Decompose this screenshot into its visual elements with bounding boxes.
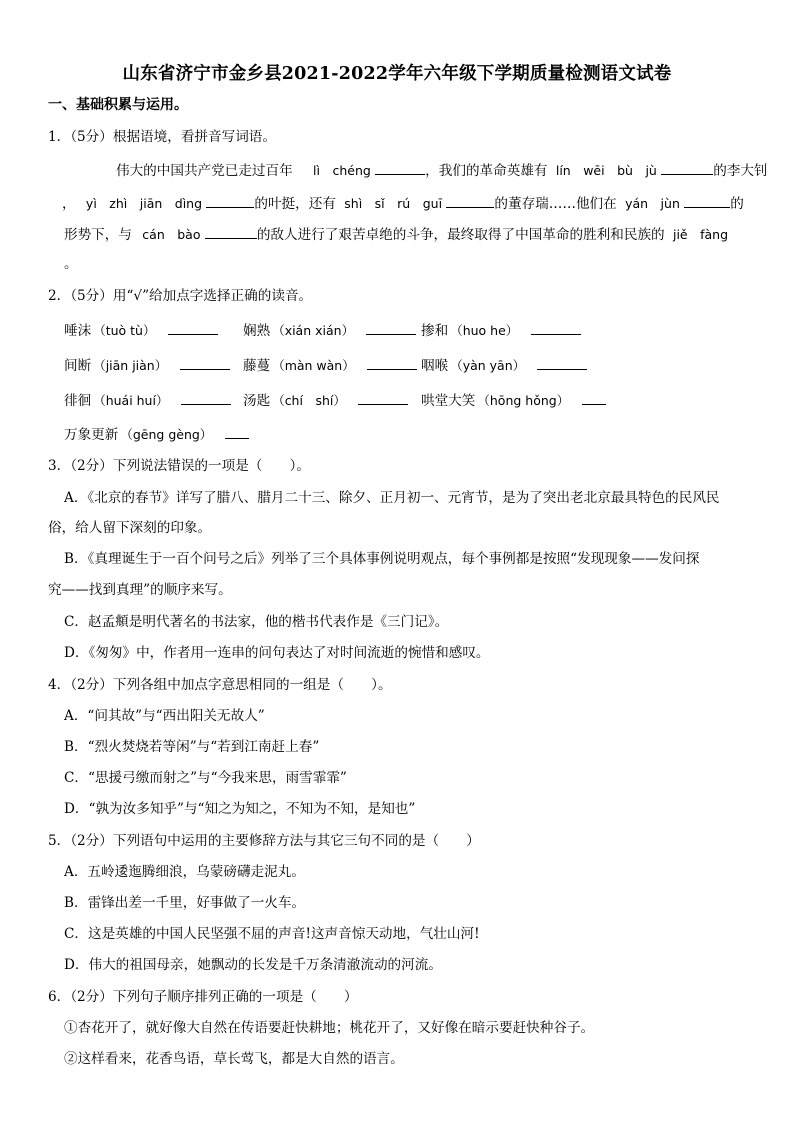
option-d: D．《匆匆》中，作者用一连串的问句表达了对时间流逝的惋惜和感叹。: [64, 645, 490, 661]
option-c: C．“思援弓缴而射之”与“今我来思，雨雪霏霏”: [64, 770, 347, 786]
reading-item: [243, 390, 408, 410]
option-d: D．伟大的祖国母亲，她飘动的长发是千万条清澈流动的河流。: [64, 957, 442, 973]
answer-blank[interactable]: [446, 193, 494, 208]
answer-blank[interactable]: [205, 224, 257, 239]
answer-blank[interactable]: [582, 390, 606, 405]
option-a: A．《北京的春节》详写了腊八、腊月二十三、除夕、正月初一、元宵节，是为了突出老北京最具特色的民风民: [64, 490, 720, 506]
word: 唾沫: [64, 323, 92, 339]
option-b-continued: 究——找到真理”的顺序来写。: [48, 582, 232, 598]
text: 的叶挺，还有: [254, 196, 336, 212]
option-c: C．这是英雄的中国人民坚强不屈的声音!这声音惊天动地，气壮山河!: [64, 926, 480, 942]
pinyin-options: （xián xián）: [272, 323, 355, 338]
reading-item: [243, 320, 416, 340]
answer-blank[interactable]: [531, 320, 581, 335]
text: 的董存瑞……他们在: [494, 196, 617, 212]
word: 万象更新: [64, 427, 119, 443]
question-6-head: 6．（2分）下列句子顺序排列正确的一项是（ ）: [48, 989, 358, 1005]
answer-blank[interactable]: [206, 193, 254, 208]
answer-blank[interactable]: [366, 320, 416, 335]
option-a: A．五岭逶迤腾细浪，乌蒙磅礴走泥丸。: [64, 864, 305, 880]
question-2-head: 2．（5分）用“√”给加点字选择正确的读音。: [48, 288, 313, 304]
pinyin: lín wēi bù jù: [555, 163, 657, 178]
question-1-line-2: [62, 193, 744, 213]
question-1-line-3: [64, 224, 728, 244]
pinyin-options: （yàn yān）: [450, 358, 526, 373]
answer-blank[interactable]: [181, 390, 231, 405]
pinyin: yán jùn: [625, 196, 680, 211]
reading-item: [64, 320, 218, 340]
section-heading: 一、基础积累与运用。: [48, 97, 188, 113]
pinyin-options: （jiān jiàn）: [93, 358, 168, 373]
pinyin-options: （hōng hǒng）: [477, 393, 570, 408]
option-a-continued: 俗，给人留下深刻的印象。: [48, 520, 212, 536]
pinyin-options: （màn wàn）: [272, 358, 355, 373]
sentence-1: ①杏花开了，就好像大自然在传语要赶快耕地；桃花开了，又好像在暗示要赶快种谷子。: [64, 1020, 595, 1036]
pinyin-options: （tuò tù）: [93, 323, 156, 338]
text: 形势下，与: [64, 227, 132, 243]
word: 间断: [64, 358, 92, 374]
word: 娴熟: [243, 323, 271, 339]
sentence-2: ②这样看来，花香鸟语，草长莺飞，都是大自然的语言。: [64, 1051, 404, 1067]
answer-blank[interactable]: [684, 193, 730, 208]
question-1-line-4: 。: [64, 256, 78, 272]
word: 徘徊: [64, 393, 92, 409]
word: 汤匙: [243, 393, 271, 409]
answer-blank[interactable]: [180, 355, 230, 370]
question-4-head: 4．（2分）下列各组中加点字意思相同的一组是（ ）。: [48, 677, 392, 693]
word: 咽喉: [421, 358, 449, 374]
question-1-head: 1．（5分）根据语境，看拼音写词语。: [48, 129, 276, 145]
reading-item: [243, 355, 417, 375]
question-3-head: 3．（2分）下列说法错误的一项是（ ）。: [48, 458, 310, 474]
text: 的: [730, 196, 744, 212]
answer-blank[interactable]: [367, 355, 417, 370]
answer-blank[interactable]: [375, 160, 425, 175]
option-a: A．“问其故”与“西出阳关无故人”: [64, 708, 265, 724]
reading-item: [421, 355, 587, 375]
text: ，我们的革命英雄有: [425, 163, 548, 179]
text: 伟大的中国共产党已走过百年: [116, 163, 293, 179]
pinyin-options: （gēng gèng）: [120, 427, 213, 442]
question-5-head: 5．（2分）下列语句中运用的主要修辞方法与其它三句不同的是（ ）: [48, 833, 480, 849]
answer-blank[interactable]: [168, 320, 218, 335]
pinyin-options: （huái huí）: [93, 393, 169, 408]
word: 藤蔓: [243, 358, 271, 374]
pinyin: shì sǐ rú guī: [344, 196, 443, 211]
option-b: B．雷锋出差一千里，好事做了一火车。: [64, 895, 306, 911]
option-b: B．《真理诞生于一百个问号之后》列举了三个具体事例说明观点，每个事例都是按照“发现现象——发问探: [64, 551, 700, 567]
answer-blank[interactable]: [537, 355, 587, 370]
option-c: C．赵孟頫是明代著名的书法家，他的楷书代表作是《三门记》。: [64, 614, 449, 630]
text: 的李大钊: [713, 163, 768, 179]
word: 掺和: [421, 323, 449, 339]
word: 哄堂大笑: [421, 393, 476, 409]
answer-blank[interactable]: [358, 390, 408, 405]
option-b: B．“烈火焚烧若等闲”与“若到江南赶上春”: [64, 739, 320, 755]
text: ，: [62, 196, 76, 212]
answer-blank[interactable]: [661, 160, 713, 175]
reading-item: [64, 424, 249, 444]
reading-item: [64, 355, 230, 375]
question-1-line-1: [116, 160, 768, 180]
pinyin: jiě fàng: [672, 227, 729, 242]
pinyin: yì zhì jiān dìng: [85, 196, 203, 211]
pinyin-options: （chí shí）: [272, 393, 346, 408]
reading-item: [421, 390, 606, 410]
answer-blank[interactable]: [225, 424, 249, 439]
pinyin: cán bào: [142, 227, 201, 242]
reading-item: [64, 390, 231, 410]
text: 的敌人进行了艰苦卓绝的斗争，最终取得了中国革命的胜利和民族的: [256, 227, 665, 243]
page-title: 山东省济宁市金乡县2021-2022学年六年级下学期质量检测语文试卷: [122, 64, 672, 84]
option-d: D．“孰为汝多知乎”与“知之为知之，不知为不知，是知也”: [64, 801, 416, 817]
pinyin-options: （huo he）: [450, 323, 519, 338]
pinyin: lì chéng: [313, 163, 371, 178]
reading-item: [421, 320, 581, 340]
